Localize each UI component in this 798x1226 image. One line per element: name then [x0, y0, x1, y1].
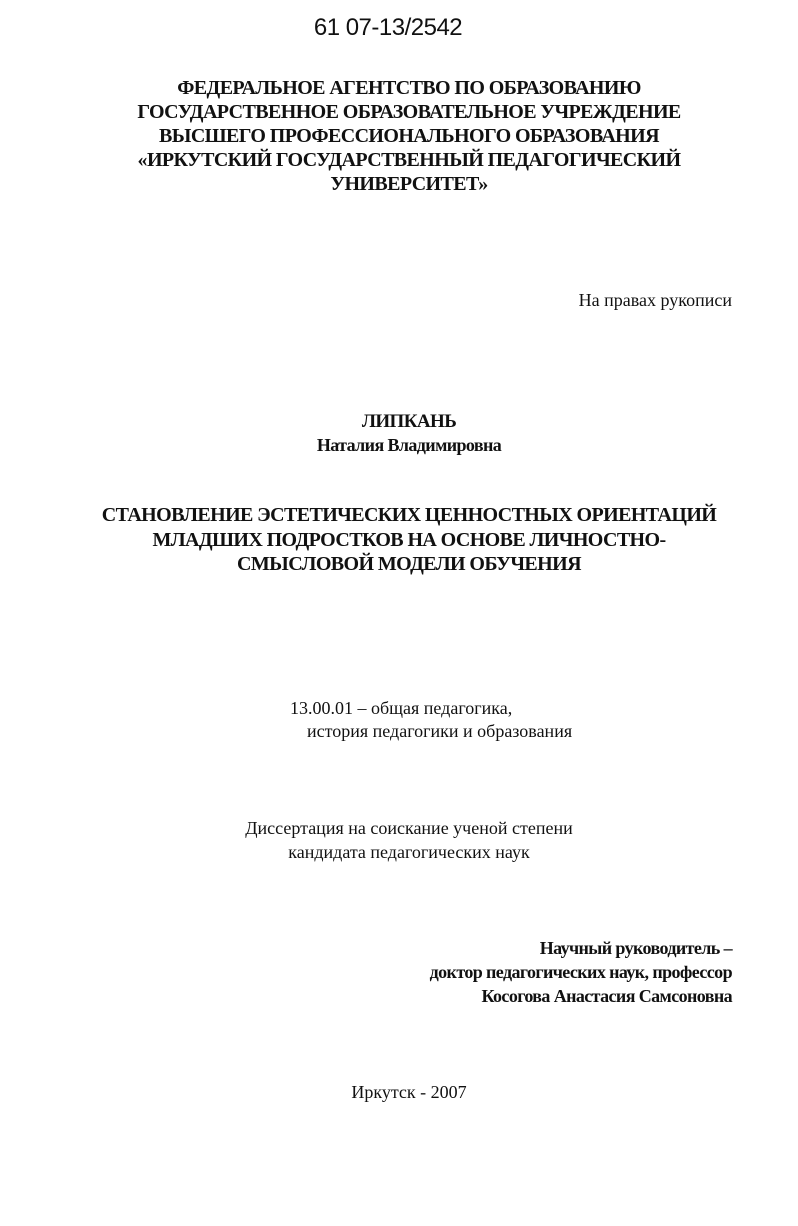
supervisor-title: доктор педагогических наук, профессор	[429, 962, 732, 982]
degree-line: Диссертация на соискание ученой степени	[245, 818, 573, 838]
institution-line: УНИВЕРСИТЕТ»	[330, 173, 488, 195]
place-year: Иркутск - 2007	[351, 1082, 467, 1102]
institution-line: ФЕДЕРАЛЬНОЕ АГЕНТСТВО ПО ОБРАЗОВАНИЮ	[177, 77, 641, 99]
institution-line: «ИРКУТСКИЙ ГОСУДАРСТВЕННЫЙ ПЕДАГОГИЧЕСКИЙ	[137, 149, 681, 171]
dissertation-title-line: СМЫСЛОВОЙ МОДЕЛИ ОБУЧЕНИЯ	[237, 553, 581, 575]
author-name: Наталия Владимировна	[316, 435, 502, 455]
dissertation-title-line: СТАНОВЛЕНИЕ ЭСТЕТИЧЕСКИХ ЦЕННОСТНЫХ ОРИЕНТАЦИЙ	[101, 504, 717, 526]
manuscript-note: На правах рукописи	[578, 290, 732, 310]
degree-line: кандидата педагогических наук	[288, 842, 530, 862]
registry-number: 61 07-13/2542	[313, 14, 463, 41]
supervisor-label: Научный руководитель –	[539, 938, 732, 958]
institution-line: ГОСУДАРСТВЕННОЕ ОБРАЗОВАТЕЛЬНОЕ УЧРЕЖДЕНИЕ	[137, 101, 681, 123]
supervisor-name: Косогова Анастасия Самсоновна	[481, 986, 732, 1006]
institution-line: ВЫСШЕГО ПРОФЕССИОНАЛЬНОГО ОБРАЗОВАНИЯ	[159, 125, 659, 147]
dissertation-title-line: МЛАДШИХ ПОДРОСТКОВ НА ОСНОВЕ ЛИЧНОСТНО-	[152, 529, 666, 551]
specialty-name: история педагогики и образования	[307, 721, 573, 741]
author-surname: ЛИПКАНЬ	[361, 411, 457, 432]
specialty-code: 13.00.01 – общая педагогика,	[290, 698, 513, 718]
